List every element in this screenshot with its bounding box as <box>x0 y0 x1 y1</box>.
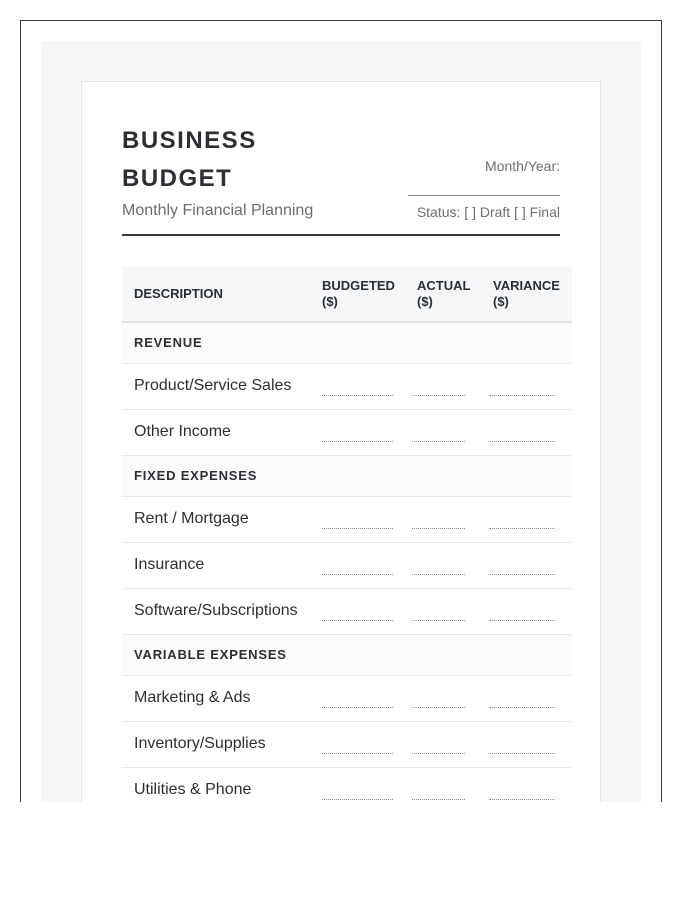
page-subtitle: Monthly Financial Planning <box>122 202 314 219</box>
actual-cell[interactable] <box>405 542 481 588</box>
variance-blank[interactable] <box>489 799 555 800</box>
table-row <box>122 496 572 542</box>
page-title: BUSINESS BUDGET <box>122 127 257 192</box>
budget-sheet <box>81 81 601 802</box>
table-row <box>122 542 572 588</box>
section-row-variable-expenses <box>122 634 572 675</box>
actual-blank[interactable] <box>412 753 465 754</box>
page-backdrop <box>41 41 641 802</box>
actual-cell[interactable] <box>405 363 481 409</box>
actual-blank[interactable] <box>412 528 465 529</box>
status-checkboxes[interactable]: Status: [ ] Draft [ ] Final <box>416 204 560 220</box>
row-description: Other Income <box>122 409 310 455</box>
budget-table <box>122 266 572 802</box>
table-row <box>122 363 572 409</box>
actual-blank[interactable] <box>412 441 465 442</box>
table-row <box>122 409 572 455</box>
actual-cell[interactable] <box>405 496 481 542</box>
variance-blank[interactable] <box>489 620 555 621</box>
row-description: Inventory/Supplies <box>122 721 310 767</box>
actual-blank[interactable] <box>412 799 465 800</box>
actual-blank[interactable] <box>412 707 465 708</box>
actual-blank[interactable] <box>412 620 465 621</box>
header-divider <box>122 234 560 236</box>
table-row <box>122 721 572 767</box>
budgeted-cell[interactable] <box>310 588 405 634</box>
row-description: Rent / Mortgage <box>122 496 310 542</box>
row-description: Insurance <box>122 542 310 588</box>
variance-cell[interactable] <box>481 363 572 409</box>
document-frame <box>20 20 662 802</box>
variance-blank[interactable] <box>489 395 555 396</box>
budgeted-blank[interactable] <box>322 707 393 708</box>
variance-cell[interactable] <box>481 588 572 634</box>
row-description: Utilities & Phone <box>122 767 310 802</box>
table-row <box>122 767 572 802</box>
budgeted-cell[interactable] <box>310 721 405 767</box>
budgeted-blank[interactable] <box>322 753 393 754</box>
actual-cell[interactable] <box>405 409 481 455</box>
variance-blank[interactable] <box>489 528 555 529</box>
budgeted-cell[interactable] <box>310 675 405 721</box>
column-header-actual: ACTUAL ($) <box>405 266 481 322</box>
variance-blank[interactable] <box>489 753 555 754</box>
budgeted-cell[interactable] <box>310 363 405 409</box>
variance-cell[interactable] <box>481 409 572 455</box>
variance-cell[interactable] <box>481 675 572 721</box>
month-year-label: Month/Year: <box>485 158 560 174</box>
budgeted-blank[interactable] <box>322 395 393 396</box>
variance-blank[interactable] <box>489 707 555 708</box>
variance-cell[interactable] <box>481 721 572 767</box>
column-header-budgeted: BUDGETED ($) <box>310 266 405 322</box>
section-row-revenue <box>122 322 572 363</box>
variance-cell[interactable] <box>481 496 572 542</box>
budgeted-blank[interactable] <box>322 574 393 575</box>
section-title: REVENUE <box>122 322 572 363</box>
row-description: Product/Service Sales <box>122 363 310 409</box>
month-year-field[interactable] <box>408 195 560 196</box>
variance-cell[interactable] <box>481 542 572 588</box>
actual-blank[interactable] <box>412 574 465 575</box>
table-row <box>122 588 572 634</box>
budgeted-blank[interactable] <box>322 799 393 800</box>
actual-cell[interactable] <box>405 675 481 721</box>
section-title: FIXED EXPENSES <box>122 455 572 496</box>
row-description: Marketing & Ads <box>122 675 310 721</box>
budgeted-cell[interactable] <box>310 767 405 802</box>
actual-blank[interactable] <box>412 395 465 396</box>
column-header-variance: VARIANCE ($) <box>481 266 572 322</box>
row-description: Software/Subscriptions <box>122 588 310 634</box>
section-row-fixed-expenses <box>122 455 572 496</box>
variance-cell[interactable] <box>481 767 572 802</box>
budgeted-cell[interactable] <box>310 409 405 455</box>
budgeted-cell[interactable] <box>310 542 405 588</box>
variance-blank[interactable] <box>489 441 555 442</box>
budgeted-blank[interactable] <box>322 441 393 442</box>
variance-blank[interactable] <box>489 574 555 575</box>
budgeted-blank[interactable] <box>322 620 393 621</box>
actual-cell[interactable] <box>405 767 481 802</box>
column-header-description: DESCRIPTION <box>122 266 310 322</box>
budgeted-blank[interactable] <box>322 528 393 529</box>
section-title: VARIABLE EXPENSES <box>122 634 572 675</box>
actual-cell[interactable] <box>405 588 481 634</box>
table-header-row <box>122 266 572 322</box>
budgeted-cell[interactable] <box>310 496 405 542</box>
table-row <box>122 675 572 721</box>
actual-cell[interactable] <box>405 721 481 767</box>
